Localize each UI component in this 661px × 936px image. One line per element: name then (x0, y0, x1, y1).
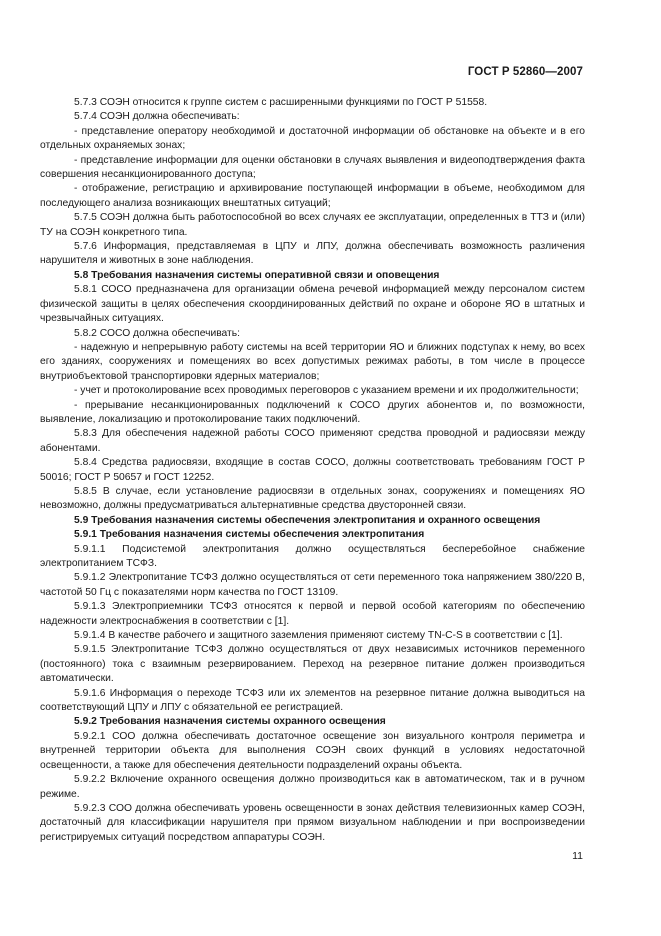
list-item: - представление информации для оценки обстановки в случаях выявления и видеоподтверждения факта совершения несанкционированного доступа; (40, 154, 585, 181)
section-heading-5-9-1: 5.9.1 Требования назначения системы обеспечения электропитания (74, 529, 425, 541)
paragraph-5-9-2-2: 5.9.2.2 Включение охранного освещения должно производиться как в автоматическом, так и в ручном режиме. (40, 774, 585, 800)
paragraph-5-9-2-1: 5.9.2.1 СОО должна обеспечивать достаточное освещение зон визуального контроля периметра и внутренней территории объекта для выполнения СОЭН своих функций в условиях недостаточной освещенности, а также для обеспечения деятельности подразделений охраны объекта. (40, 730, 585, 771)
list-item: - представление оператору необходимой и достаточной информации об обстановке на объекте и в его отдельных охраняемых зонах; (40, 125, 585, 152)
paragraph-5-7-6: 5.7.6 Информация, представляемая в ЦПУ и ЛПУ, должна обеспечивать возможность различения нарушителя и животных в зоне наблюдения. (40, 241, 585, 267)
paragraph-5-8-4: 5.8.4 Средства радиосвязи, входящие в состав СОСО, должны соответствовать требованиям ГОСТ Р 50016; ГОСТ Р 50657 и ГОСТ 12252. (40, 457, 585, 483)
paragraph-5-9-1-3: 5.9.1.3 Электроприемники ТСФЗ относятся к первой и первой особой категориям по обеспечению надежности электроснабжения в соответствии с [1]. (40, 601, 585, 627)
paragraph-5-9-1-5: 5.9.1.5 Электропитание ТСФЗ должно осуществляться от двух независимых источников переменного (постоянного) тока с взаимным резервированием. Переход на резервное питание должен производиться автоматически. (40, 644, 585, 685)
paragraph-5-9-1-1: 5.9.1.1 Подсистемой электропитания должно осуществляться бесперебойное снабжение электропитанием ТСФЗ. (40, 543, 585, 569)
paragraph-5-8-3: 5.8.3 Для обеспечения надежной работы СОСО применяют средства проводной и радиосвязи между абонентами. (40, 428, 585, 454)
document-body (40, 96, 585, 845)
section-heading-5-9-2: 5.9.2 Требования назначения системы охранного освещения (74, 716, 386, 728)
paragraph-5-7-3: 5.7.3 СОЭН относится к группе систем с расширенными функциями по ГОСТ Р 51558. (74, 97, 488, 108)
page-number: 11 (572, 850, 583, 862)
paragraph-5-8-1: 5.8.1 СОСО предназначена для организации обмена речевой информацией между персоналом систем физической защиты в целях обеспечения скоординированных действий по охране и обороне ЯО в штатных и чрезвычайных ситуациях. (40, 284, 585, 325)
section-heading-5-9: 5.9 Требования назначения системы обеспечения электропитания и охранного освещения (74, 514, 541, 526)
standard-header: ГОСТ Р 52860—2007 (467, 66, 583, 78)
paragraph-5-7-5: 5.7.5 СОЭН должна быть работоспособной во всех случаях ее эксплуатации, определенных в ТТЗ и (или) ТУ на СОЭН конкретного типа. (40, 212, 585, 238)
paragraph-5-8-5: 5.8.5 В случае, если установление радиосвязи в отдельных зонах, сооружениях и помещениях ЯО невозможно, должны предусматриваться альтернативные средства двусторонней связи. (40, 485, 585, 512)
list-item: - отображение, регистрацию и архивирование поступающей информации в объеме, необходимом для последующего анализа возникающих внештатных ситуаций; (40, 183, 585, 209)
paragraph-5-9-1-2: 5.9.1.2 Электропитание ТСФЗ должно осуществляться от сети переменного тока напряжением 380/220 В, частотой 50 Гц с показателями норм качества по ГОСТ 13109. (40, 572, 585, 598)
paragraph-5-9-1-6: 5.9.1.6 Информация о переходе ТСФЗ или их элементов на резервное питание должна выводиться на соответствующий ЦПУ и ЛПУ с обязательной ее регистрацией. (40, 687, 585, 714)
section-heading-5-8: 5.8 Требования назначения системы оперативной связи и оповещения (74, 269, 440, 281)
paragraph-5-7-4: 5.7.4 СОЭН должна обеспечивать: (74, 111, 240, 123)
list-item: - прерывание несанкционированных подключений к СОСО других абонентов и, по возможности, выявление, локализацию и протоколирование таких подключений. (40, 399, 585, 425)
paragraph-5-8-2: 5.8.2 СОСО должна обеспечивать: (74, 327, 240, 339)
paragraph-5-9-1-4: 5.9.1.4 В качестве рабочего и защитного заземления применяют систему TN-C-S в соответствии с [1]. (74, 630, 563, 642)
paragraph-5-9-2-3: 5.9.2.3 СОО должна обеспечивать уровень освещенности в зонах действия телевизионных камер СОЭН, достаточный для классификации нарушителя при прямом визуальном наблюдении и при воспроизведении регистрируемых ситуаций посредством аппаратуры СОЭН. (40, 802, 585, 843)
list-item: - учет и протоколирование всех проводимых переговоров с указанием времени и их продолжительности; (74, 385, 579, 397)
list-item: - надежную и непрерывную работу системы на всей территории ЯО и ближних подступах к нему, во всех его зданиях, сооружениях и помещениях во всех допустимых режимах работы, в том числе в процессе внутриобъектовой транспортировки ядерных материалов; (40, 341, 585, 382)
